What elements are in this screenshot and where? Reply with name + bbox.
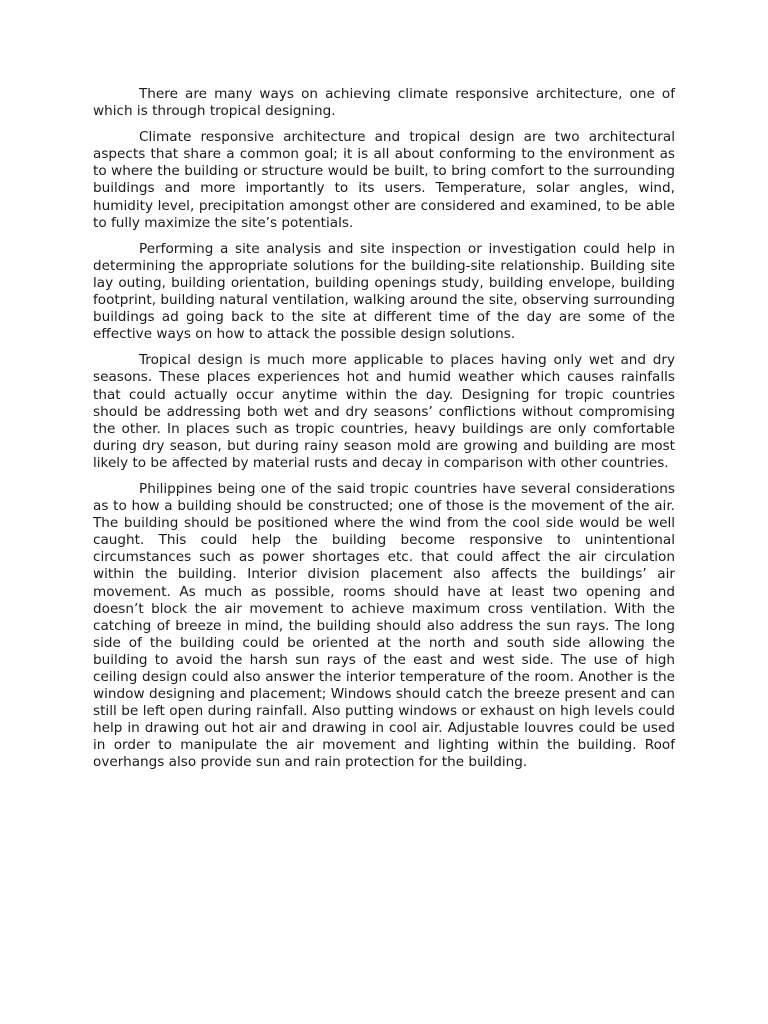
paragraph-site-analysis: Performing a site analysis and site inspection or investigation could help in determining the appropriate solutions for the building-site relationship. Building site lay outing, building orientation, building openings study, building envelope, building footprint, building natural ventilation, walking around the site, observing surrounding buildings ad going back to the site at different time of the day are some of the effective ways on how to attack the possible design solutions. [93,240,675,343]
paragraph-tropical-design: Tropical design is much more applicable to places having only wet and dry seasons. These places experiences hot and humid weather which causes rainfalls that could actually occur anytime within the day. Designing for tropic countries should be addressing both wet and dry seasons’ conflictions without compromising the other. In places such as tropic countries, heavy buildings are only comfortable during dry season, but during rainy season mold are growing and building are most likely to be affected by material rusts and decay in comparison with other countries. [93,352,675,471]
document-body [93,86,675,781]
paragraph-philippines: Philippines being one of the said tropic countries have several considerations as to how a building should be constructed; one of those is the movement of the air. The building should be positioned where the wind from the cool side would be well caught. This could help the building become responsive to unintentional circumstances such as power shortages etc. that could affect the air circulation within the building. Interior division placement also affects the buildings’ air movement. As much as possible, rooms should have at least two opening and doesn’t block the air movement to achieve maximum cross ventilation. With the catching of breeze in mind, the building should also address the sun rays. The long side of the building could be oriented at the north and south side allowing the building to avoid the harsh sun rays of the east and west side. The use of high ceiling design could also answer the interior temperature of the room. Another is the window designing and placement; Windows should catch the breeze present and can still be left open during rainfall. Also putting windows or exhaust on high levels could help in drawing out hot air and drawing in cool air. Adjustable louvres could be used in order to manipulate the air movement and lighting within the building. Roof overhangs also provide sun and rain protection for the building. [93,480,675,771]
paragraph-intro: There are many ways on achieving climate responsive architecture, one of which is through tropical designing. [93,86,675,120]
paragraph-climate-responsive: Climate responsive architecture and tropical design are two architectural aspects that share a common goal; it is all about conforming to the environment as to where the building or structure would be built, to bring comfort to the surrounding buildings and more importantly to its users. Temperature, solar angles, wind, humidity level, precipitation amongst other are considered and examined, to be able to fully maximize the site’s potentials. [93,129,675,231]
